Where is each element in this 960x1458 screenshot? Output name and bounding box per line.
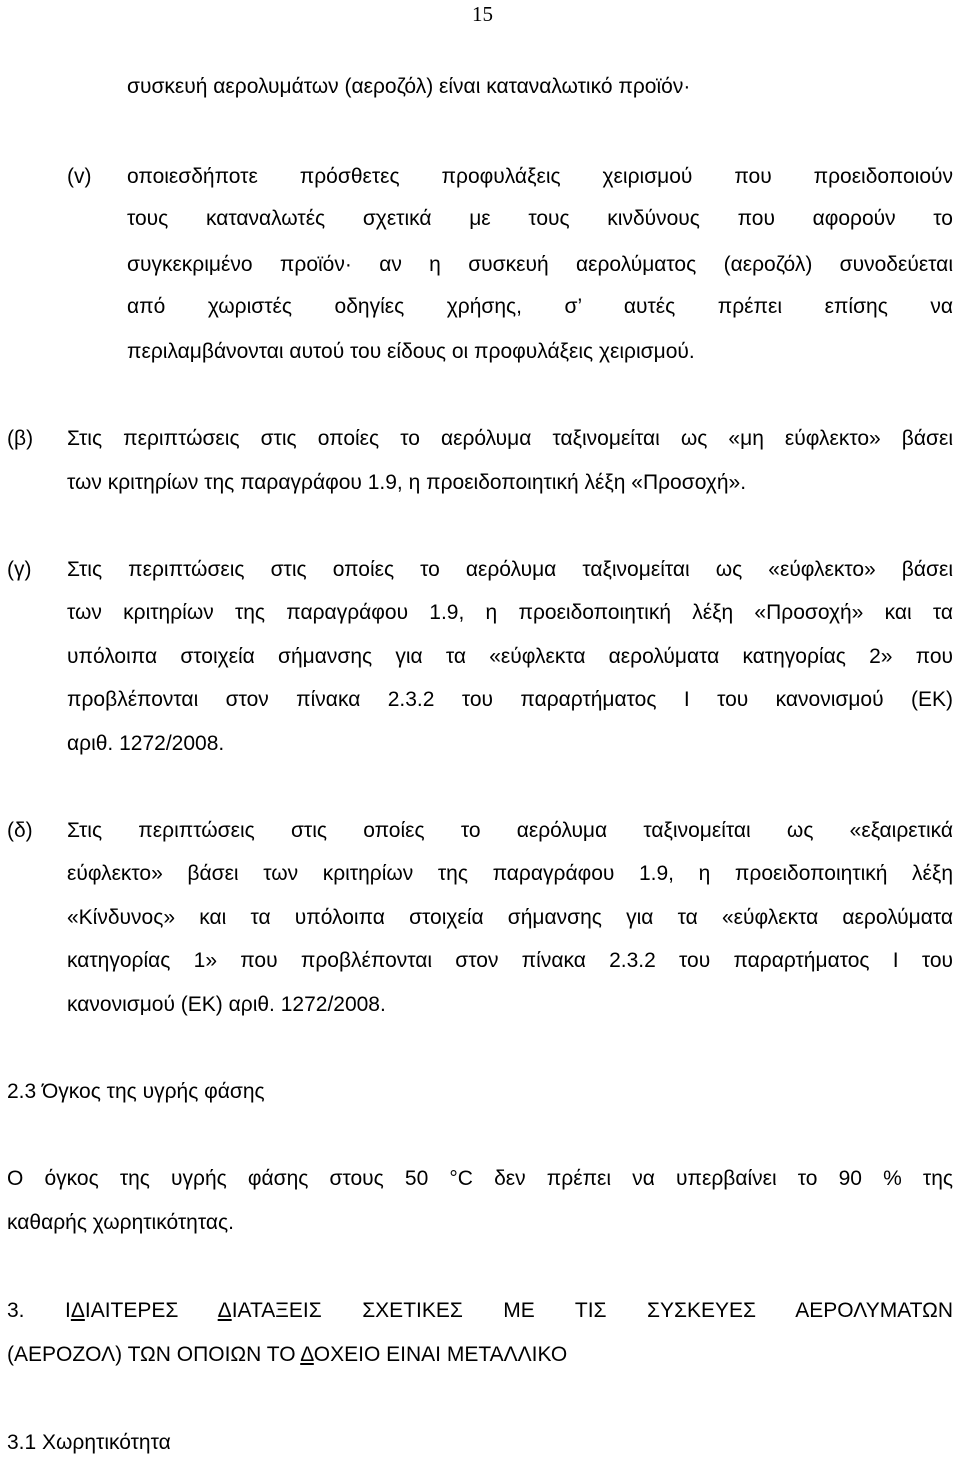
section-3-heading-part-underlined: Δ [217,1299,232,1322]
section-2-3-line-1: Ο όγκος της υγρής φάσης στους 50 °C δεν πρέπει να υπερβαίνει το 90 % της [7,1167,953,1190]
item-v-line-4: από χωριστές οδηγίες χρήσης, σ’ αυτές πρέπει επίσης να [127,295,953,318]
item-b-label: (β) [7,427,34,450]
section-3-heading-line-1 [7,1298,953,1324]
item-g-label: (γ) [7,558,32,581]
section-3-heading-part: 3. [7,1299,65,1322]
item-v-line-5: περιλαμβάνονται αυτού του είδους οι προφυλάξεις χειρισμού. [127,340,695,363]
item-b-line-2: των κριτηρίων της παραγράφου 1.9, η προειδοποιητική λέξη «Προσοχή». [67,471,747,494]
item-d-line-5: κανονισμού (ΕΚ) αριθ. 1272/2008. [67,993,386,1016]
page-number: 15 [472,2,493,26]
section-3-heading-part: ΟΧΕΙΟ ΕΙΝΑΙ ΜΕΤΑΛΛΙΚΟ [313,1343,568,1366]
section-3-heading-line-2 [7,1342,567,1368]
section-2-3-line-2: καθαρής χωρητικότητας. [7,1211,234,1234]
item-g-line-1: Στις περιπτώσεις στις οποίες το αερόλυμα ταξινομείται ως «εύφλεκτο» βάσει [67,558,953,581]
item-d-label: (δ) [7,819,33,842]
item-b-line-1: Στις περιπτώσεις στις οποίες το αερόλυμα ταξινομείται ως «μη εύφλεκτο» βάσει [67,427,953,450]
section-3-heading-part-underlined: Δ [70,1299,85,1322]
section-2-3-heading: 2.3 Όγκος της υγρής φάσης [7,1080,265,1103]
section-3-heading-part: ΙΑΤΑΞΕΙΣ ΣΧΕΤΙΚΕΣ ΜΕ ΤΙΣ ΣΥΣΚΕΥΕΣ ΑΕΡΟΛΥΜΑΤΩΝ [231,1299,953,1322]
item-d-line-1: Στις περιπτώσεις στις οποίες το αερόλυμα ταξινομείται ως «εξαιρετικά [67,819,953,842]
intro-line: συσκευή αερολυμάτων (αεροζόλ) είναι καταναλωτικό προϊόν· [127,75,691,98]
item-v-line-3: συγκεκριμένο προϊόν· αν η συσκευή αερολύματος (αεροζόλ) συνοδεύεται [127,253,953,276]
section-3-heading-part: ΙΑΙΤΕΡΕΣ [84,1299,218,1322]
item-v-line-2: τους καταναλωτές σχετικά με τους κινδύνους που αφορούν το [127,207,953,230]
item-d-line-3: «Κίνδυνος» και τα υπόλοιπα στοιχεία σήμανσης για τα «εύφλεκτα αερολύματα [67,906,953,929]
section-3-heading-part: Ι [64,1299,71,1322]
item-g-line-2: των κριτηρίων της παραγράφου 1.9, η προειδοποιητική λέξη «Προσοχή» και τα [67,601,953,624]
section-3-heading-part-underlined: Δ [300,1343,314,1366]
section-3-1-heading: 3.1 Χωρητικότητα [7,1431,171,1454]
item-d-line-4: κατηγορίας 1» που προβλέπονται στον πίνακα 2.3.2 του παραρτήματος Ι του [67,949,953,972]
item-v-line-1: οποιεσδήποτε πρόσθετες προφυλάξεις χειρισμού που προειδοποιούν [127,165,953,188]
item-d-line-2: εύφλεκτο» βάσει των κριτηρίων της παραγράφου 1.9, η προειδοποιητική λέξη [67,862,953,885]
item-g-line-3: υπόλοιπα στοιχεία σήμανσης για τα «εύφλεκτα αερολύματα κατηγορίας 2» που [67,645,953,668]
section-3-heading-part: (ΑΕΡΟΖΟΛ) ΤΩΝ ΟΠΟΙΩΝ ΤΟ [7,1343,301,1366]
item-g-line-4: προβλέπονται στον πίνακα 2.3.2 του παραρτήματος Ι του κανονισμού (ΕΚ) [67,688,953,711]
item-g-line-5: αριθ. 1272/2008. [67,732,225,755]
item-v-label: (v) [67,165,92,188]
